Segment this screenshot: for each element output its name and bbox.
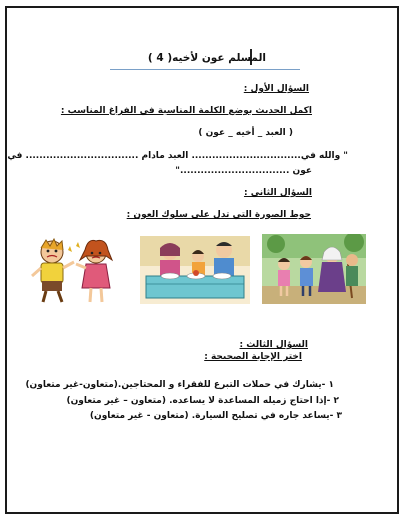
q1-instruction: اكمل الحديث بوضع الكلمة المناسبة في الفراغ المناسب : xyxy=(60,106,312,116)
q3-item-1: ١ -يشارك في حملات التبرع للفقراء و المحتاجين.(متعاون-غير متعاون) xyxy=(25,380,334,390)
q1-heading: السؤال الأول : xyxy=(243,84,309,94)
page-title: المسلم عون لأخيه( 4 ) xyxy=(147,52,266,64)
q1-hadith-line1: " والله في................................ العبد مادام ................................. في xyxy=(7,151,348,161)
title-divider xyxy=(110,69,300,70)
q3-instruction: اختر الإجابة الصحيحة : xyxy=(204,352,302,362)
q2-instruction: حوط الصورة التي تدل على سلوك العون : xyxy=(126,210,311,220)
helping-elderly-illustration xyxy=(262,234,366,304)
picture-children-arguing[interactable] xyxy=(22,238,122,304)
q3-heading: السؤال الثالث : xyxy=(239,340,308,350)
q1-hadith-line2: عون ................................" xyxy=(175,166,312,176)
picture-helping-elderly[interactable] xyxy=(262,234,366,304)
family-meal-illustration xyxy=(140,236,250,304)
q1-word-bank: ( العبد _ أخيه _ عون ) xyxy=(198,128,293,138)
q3-item-2: ٢ -إذا احتاج زميله المساعدة لا يساعده. (متعاون – غير متعاون) xyxy=(66,396,339,406)
children-arguing-illustration xyxy=(22,238,122,304)
q3-item-3: ٣ -يساعد جاره في تصليح السيارة. (متعاون - غير متعاون) xyxy=(89,411,342,421)
q2-heading: السؤال الثاني : xyxy=(243,188,312,198)
picture-family-meal[interactable] xyxy=(140,236,250,304)
